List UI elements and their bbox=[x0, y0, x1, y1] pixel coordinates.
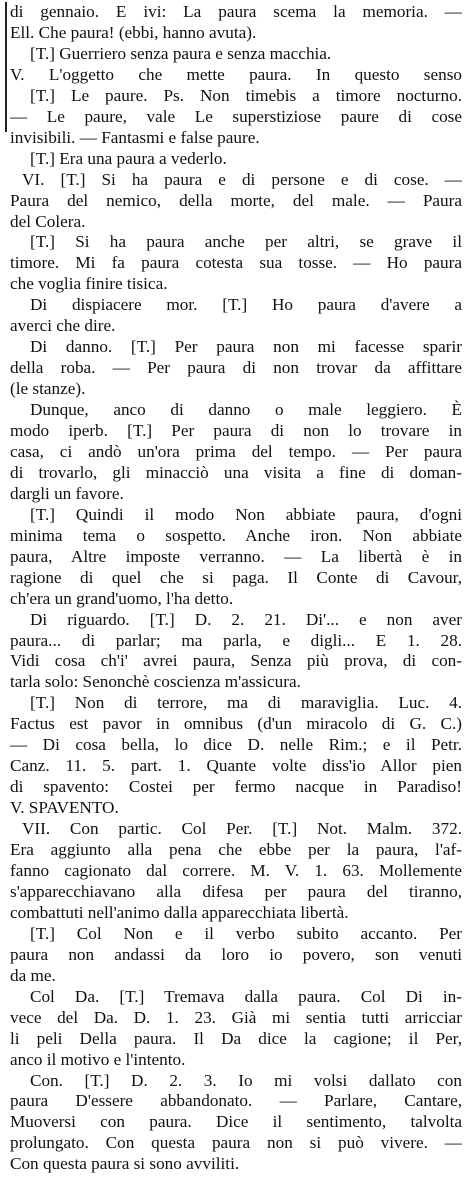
text-line: Con questa paura si sono avviliti. bbox=[10, 1154, 240, 1174]
text-line: paura D'essere abbandonato. — Parlare, Cantare, bbox=[10, 1091, 462, 1111]
margin-rule bbox=[5, 2, 7, 132]
text-line: [T.] Non di terrore, ma di maraviglia. Luc. 4. bbox=[30, 693, 462, 713]
text-line: Con. [T.] D. 2. 3. Io mi volsi dallato con bbox=[30, 1070, 462, 1090]
text-line: Muoversi con paura. Dice il sentimento, talvolta bbox=[10, 1112, 462, 1132]
text-line: di gennaio. E ivi: La paura scema la memoria. — bbox=[10, 2, 462, 21]
text-line: Ell. Che paura! (ebbi, hanno avuta). bbox=[10, 22, 257, 42]
text-line: modo iperb. [T.] Per paura di non lo trovare in bbox=[10, 421, 462, 440]
text-line: [T.] Le paure. Ps. Non timebis a timore nocturno. bbox=[30, 85, 462, 105]
text-line: prolungato. Con questa paura non si può vivere. — bbox=[10, 1133, 462, 1153]
text-line: invisibili. — Fantasmi e false paure. bbox=[10, 127, 260, 147]
text-line: Paura del nemico, della morte, del male. — Paura bbox=[10, 190, 462, 210]
text-line: — Di cosa bella, lo dice D. nelle Rim.; e il Petr. bbox=[10, 735, 462, 755]
text-line: paura... di parlar; ma parla, e digli... E 1. 28. bbox=[10, 630, 462, 650]
text-line: s'apparecchiavano alla difesa per paura del tiranno, bbox=[10, 881, 462, 901]
text-line: Era aggiunto alla pena che ebbe per la paura, l'af- bbox=[10, 840, 462, 859]
text-line: vece del Da. D. 1. 23. Già mi sentia tutti arricciar bbox=[10, 1007, 462, 1027]
text-line: V. L'oggetto che mette paura. In questo senso bbox=[10, 64, 462, 84]
text-line: [T.] Col Non e il verbo subito accanto. Per bbox=[30, 923, 462, 943]
text-line: che voglia finire tisica. bbox=[10, 274, 168, 294]
text-line: timore. Mi fa paura cotesta sua tosse. — Ho paura bbox=[10, 253, 462, 273]
text-line: da me. bbox=[10, 965, 56, 985]
text-line: li peli Della paura. Il Da dice la cagione; il Per, bbox=[10, 1028, 462, 1048]
text-line: Factus est pavor in omnibus (d'un miracolo di G. C.) bbox=[10, 714, 462, 734]
text-line: averci che dire. bbox=[10, 316, 116, 336]
text-line: Col Da. [T.] Tremava dalla paura. Col Di in- bbox=[30, 986, 462, 1006]
text-line: VII. Con partic. Col Per. [T.] Not. Malm. 372. bbox=[22, 819, 462, 838]
text-line: Di riguardo. [T.] D. 2. 21. Di'... e non aver bbox=[30, 609, 462, 629]
text-line: del Colera. bbox=[10, 211, 86, 231]
text-line: tarla solo: Senonchè coscienza m'assicura. bbox=[10, 672, 301, 692]
text-line: Vidi cosa ch'i' avrei paura, Senza più prova, di con- bbox=[10, 651, 462, 671]
text-line: di spavento: Costei per fermo nacque in Paradiso! bbox=[10, 777, 462, 797]
text-line: Canz. 11. 5. part. 1. Quante volte diss'io Allor pien bbox=[10, 756, 462, 776]
text-line: — Le paure, vale Le superstiziose paure di cose bbox=[10, 106, 462, 126]
text-line: Di danno. [T.] Per paura non mi facesse sparir bbox=[30, 337, 462, 357]
text-line: ragione di quel che si paga. Il Conte di Cavour, bbox=[10, 567, 462, 587]
text-line: anco il motivo e l'intento. bbox=[10, 1049, 186, 1069]
text-line: Di dispiacere mor. [T.] Ho paura d'avere a bbox=[30, 295, 462, 315]
text-line: paura, Altre imposte verranno. — La libertà è in bbox=[10, 546, 462, 566]
text-line: minima tema o sospetto. Anche iron. Non abbiate bbox=[10, 525, 462, 545]
text-line: V. SPAVENTO. bbox=[10, 798, 119, 818]
text-line: VI. [T.] Si ha paura e di persone e di cose. — bbox=[22, 169, 462, 189]
text-line: [T.] Guerriero senza paura e senza macchia. bbox=[30, 43, 332, 63]
text-line: casa, ci andò un'ora prima del tempo. — Per paura bbox=[10, 441, 462, 461]
text-line: della roba. — Per paura di non trovar da affittare bbox=[10, 358, 462, 378]
text-line: (le stanze). bbox=[10, 379, 86, 399]
text-line: combattuti nell'animo dalla apparecchiata libertà. bbox=[10, 902, 349, 922]
text-line: paura non andassi da loro io povero, son venuti bbox=[10, 944, 462, 964]
text-line: fanno cagionato dal correre. M. V. 1. 63. Mollemente bbox=[10, 860, 462, 880]
text-line: di trovarlo, gli minacciò una visita a fine di doman- bbox=[10, 462, 462, 482]
text-line: [T.] Quindi il modo Non abbiate paura, d'ogni bbox=[30, 504, 462, 524]
text-line: ch'era un grand'uomo, l'ha detto. bbox=[10, 588, 234, 608]
text-line: [T.] Era una paura a vederlo. bbox=[30, 148, 227, 168]
text-line: [T.] Si ha paura anche per altri, se grave il bbox=[30, 232, 462, 252]
text-line: dargli un favore. bbox=[10, 483, 124, 503]
text-line: Dunque, anco di danno o male leggiero. È bbox=[30, 400, 462, 420]
